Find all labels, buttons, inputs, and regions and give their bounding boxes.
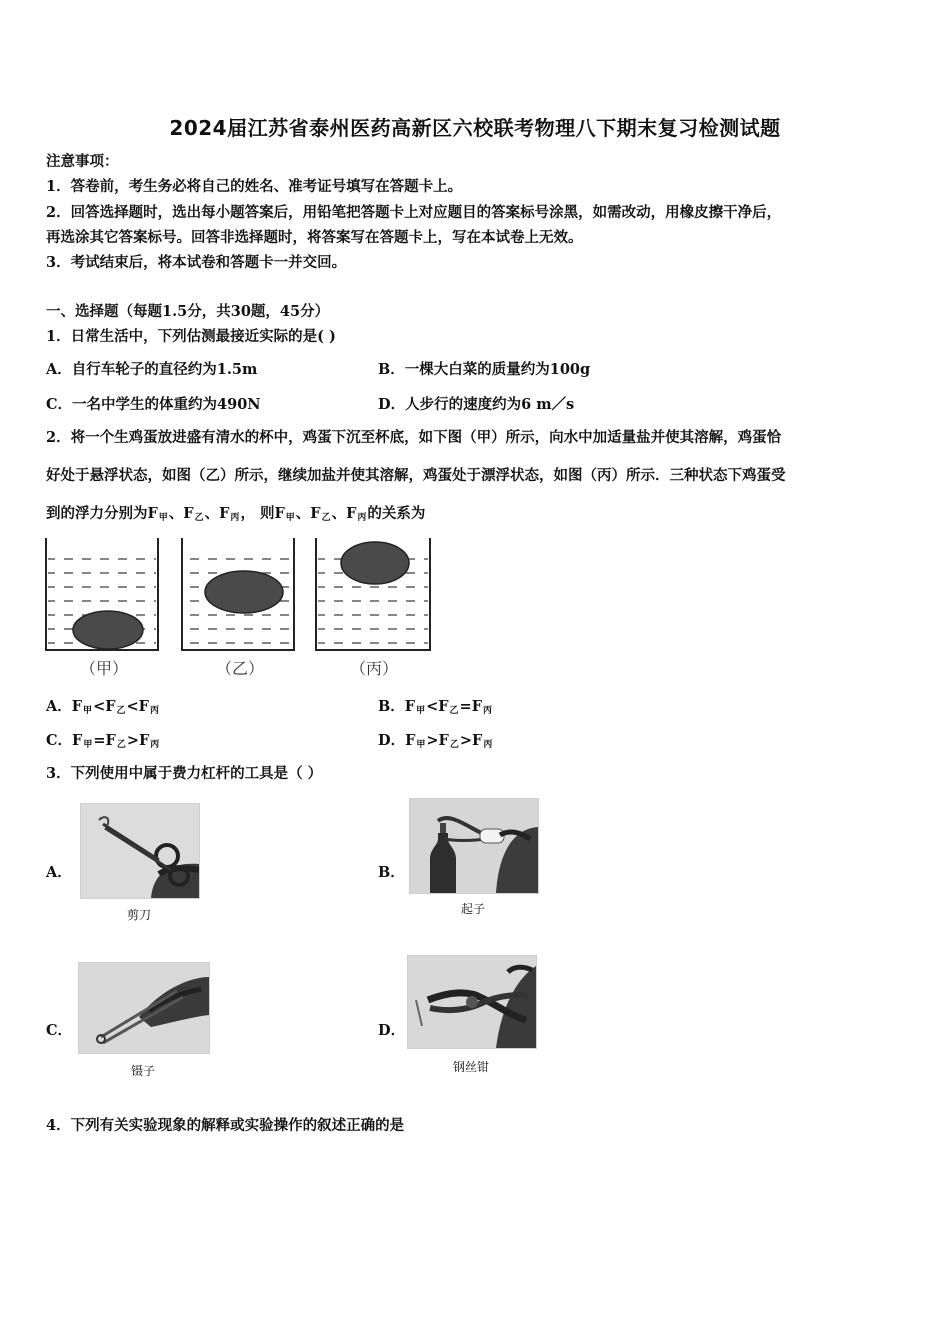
opt-prefix: B．F: [378, 698, 416, 715]
q4-stem: 4．下列有关实验现象的解释或实验操作的叙述正确的是: [46, 1117, 405, 1134]
q3-caption-b: 起子: [460, 902, 485, 916]
opt-relation: >F: [459, 732, 483, 749]
q3-option-a-label: A．: [46, 864, 72, 881]
beaker-yi: [182, 538, 294, 650]
beaker-jia: [46, 538, 158, 650]
sub-jia: 甲: [416, 740, 426, 750]
q2-option-a: [46, 697, 160, 721]
opt-relation: =F: [459, 698, 482, 715]
q3-option-c-label: C．: [46, 1022, 73, 1039]
q2-option-c: [46, 731, 160, 755]
sub-yi: 乙: [116, 740, 126, 750]
q1-option-b: B．一棵大白菜的质量约为100g: [378, 361, 591, 378]
q2-sep: 、F: [295, 505, 321, 522]
opt-relation: =F: [93, 732, 116, 749]
fig-label-yi: （乙）: [215, 659, 265, 678]
sub-jia: 甲: [285, 513, 295, 523]
opt-relation: <F: [93, 698, 116, 715]
bottle-opener-photo: [409, 798, 539, 894]
tweezers-photo: [78, 962, 210, 1054]
egg-floating: [341, 542, 409, 584]
q2-line-2: 好处于悬浮状态，如图（乙）所示，继续加盐并使其溶解，鸡蛋处于漂浮状态，如图（丙）所示．三种状态下鸡蛋受: [46, 467, 786, 484]
q2-line-3-start: 到的浮力分别为F: [46, 505, 158, 522]
sub-jia: 甲: [158, 513, 168, 523]
q3-option-b-label: B．: [378, 864, 405, 881]
notice-item-2: 2．回答选择题时，选出每小题答案后，用铅笔把答题卡上对应题目的答案标号涂黑，如需改动，用橡皮擦干净后，: [46, 204, 782, 221]
sub-jia: 甲: [83, 740, 93, 750]
q1-option-d: D．人步行的速度约为6 m／s: [378, 396, 575, 413]
q2-option-b: [378, 697, 493, 721]
opt-relation: >F: [126, 732, 150, 749]
q3-option-d-label: D．: [378, 1022, 406, 1039]
sub-bing: 丙: [483, 706, 493, 716]
q2-line-3: [46, 504, 425, 528]
egg-suspended: [205, 571, 283, 613]
fig-label-jia: （甲）: [79, 659, 129, 678]
notice-heading: 注意事项：: [46, 153, 119, 170]
section-heading: 一、选择题（每题1.5分，共30题，45分）: [46, 303, 330, 320]
sub-bing: 丙: [149, 706, 159, 716]
sub-bing: 丙: [150, 740, 160, 750]
sub-bing: 丙: [483, 740, 493, 750]
opt-relation: <F: [126, 698, 149, 715]
q2-option-d: [378, 731, 493, 755]
beaker-bing: [316, 538, 430, 650]
q2-sep: 、F: [331, 505, 357, 522]
opt-relation: <F: [426, 698, 449, 715]
sub-yi: 乙: [449, 740, 459, 750]
sub-jia: 甲: [83, 706, 93, 716]
fig-label-bing: （丙）: [349, 659, 399, 678]
notice-item-3: 3．考试结束后，将本试卷和答题卡一并交回。: [46, 254, 347, 271]
sub-yi: 乙: [321, 513, 331, 523]
q1-option-c: C．一名中学生的体重约为490N: [46, 396, 261, 413]
q3-caption-c: 镊子: [130, 1064, 155, 1078]
opt-prefix: A．F: [46, 698, 83, 715]
q2-line-3-mid: ， 则F: [240, 505, 285, 522]
notice-item-2-cont: 再选涂其它答案标号。回答非选择题时，将答案写在答题卡上，写在本试卷上无效。: [46, 229, 583, 246]
sub-yi: 乙: [449, 706, 459, 716]
q2-sep: 、F: [204, 505, 230, 522]
egg-beaker-figure: [44, 538, 444, 680]
egg-sinking: [73, 611, 143, 649]
opt-relation: >F: [426, 732, 449, 749]
opt-prefix: C．F: [46, 732, 83, 749]
sub-bing: 丙: [357, 513, 367, 523]
notice-item-1: 1．答卷前，考生务必将自己的姓名、准考证号填写在答题卡上。: [46, 178, 463, 195]
sub-yi: 乙: [116, 706, 126, 716]
sub-jia: 甲: [416, 706, 426, 716]
q1-stem: 1．日常生活中，下列估测最接近实际的是( ): [46, 328, 336, 345]
q2-sep: 、F: [168, 505, 194, 522]
page-title: 2024届江苏省泰州医药高新区六校联考物理八下期末复习检测试题: [169, 116, 781, 140]
q3-caption-d: 钢丝钳: [452, 1060, 489, 1074]
q2-line-3-end: 的关系为: [367, 505, 426, 522]
sub-yi: 乙: [194, 513, 204, 523]
q3-caption-a: 剪刀: [126, 908, 151, 922]
opt-prefix: D．F: [378, 732, 416, 749]
q3-stem: 3．下列使用中属于费力杠杆的工具是（ ）: [46, 765, 323, 782]
q1-option-a: A．自行车轮子的直径约为1.5m: [46, 361, 258, 378]
q2-line-1: 2．将一个生鸡蛋放进盛有清水的杯中，鸡蛋下沉至杯底，如下图（甲）所示，向水中加适量盐并使其溶解，鸡蛋恰: [46, 429, 782, 446]
sub-bing: 丙: [230, 513, 240, 523]
pliers-photo: [407, 955, 537, 1049]
scissors-photo: [80, 803, 200, 899]
